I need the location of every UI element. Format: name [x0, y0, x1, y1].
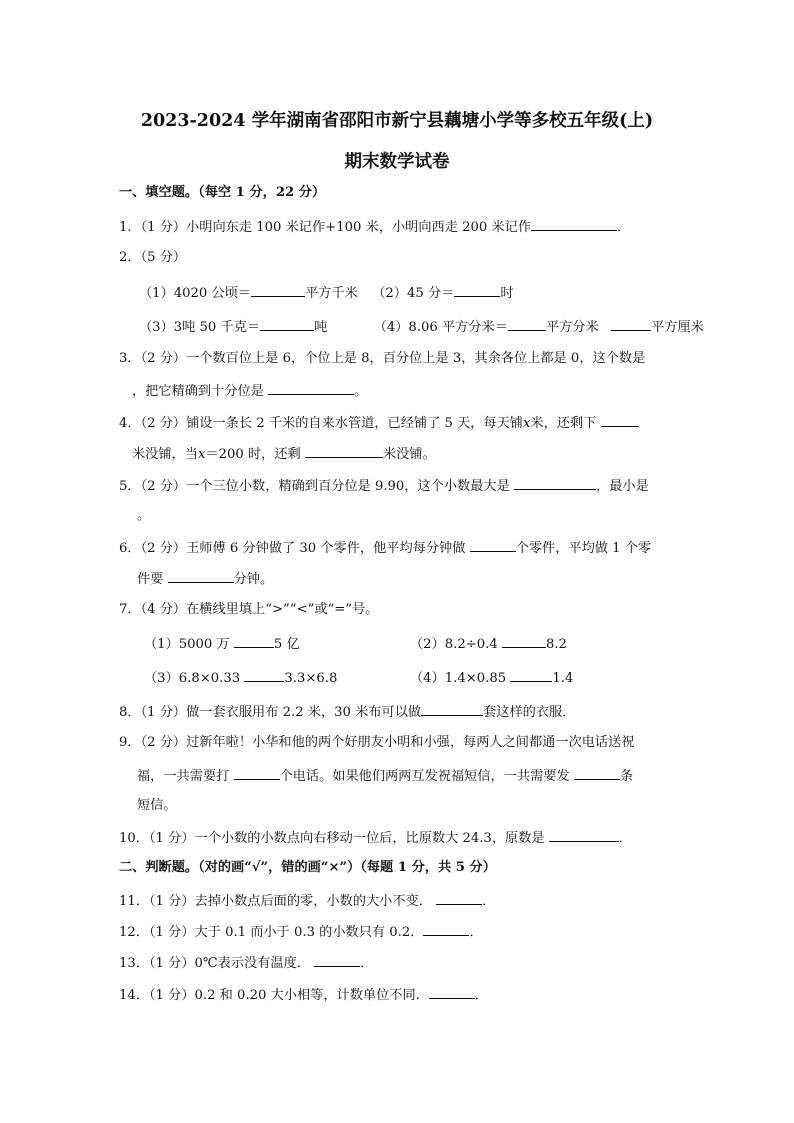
- question-12-text: 12．（1 分）大于 0.1 而小于 0.3 的小数只有 0.2．: [119, 925, 424, 940]
- q7-part4-left: （4）1.4×0.85: [410, 671, 507, 686]
- section-fill-blank-heading: 一、填空题。（每空 1 分，22 分）: [119, 185, 326, 200]
- question-12-end: ．: [469, 925, 483, 940]
- variable-x: x: [197, 447, 206, 462]
- q7-part2-left: （2）8.2÷0.4: [410, 637, 498, 652]
- answer-blank[interactable]: [436, 891, 482, 905]
- question-4-end: 米没铺。: [382, 447, 436, 462]
- question-8: [119, 702, 575, 722]
- question-5-text: 5．（2 分）一个三位小数，精确到百分位是 9.90，这个小数最大是: [119, 479, 510, 494]
- q2-part3-text: （3）3吨 50 千克＝: [139, 320, 261, 335]
- q7-part1-left: （1）5000 万: [144, 637, 230, 652]
- q2-part2-unit: 时: [500, 286, 514, 301]
- question-8-text: 8．（1 分）做一套衣服用布 2.2 米，30 米布可以做: [119, 705, 422, 720]
- question-2-heading: 2．（5 分）: [119, 250, 187, 265]
- answer-blank[interactable]: [251, 283, 305, 297]
- question-5-line1: [119, 476, 649, 496]
- question-5-line2: 。: [137, 508, 151, 523]
- q7-part3-left: （3）6.8×0.33: [144, 671, 241, 686]
- q2-part3-unit: 吨: [314, 320, 328, 335]
- answer-blank[interactable]: [244, 668, 284, 682]
- question-3-line1: 3．（2 分）一个数百位上是 6，个位上是 8，百分位上是 3，其余各位上都是 0，这个数是: [119, 351, 646, 366]
- question-1-end: ．: [617, 220, 631, 235]
- question-3-line2: [132, 381, 367, 401]
- question-6-text3: 件要: [137, 572, 164, 587]
- question-1-text: 1．（1 分）小明向东走 100 米记作+100 米，小明向西走 200 米记作: [119, 220, 532, 235]
- question-3-text: ，把它精确到十分位是: [132, 384, 264, 399]
- question-13: [119, 953, 373, 973]
- q2-part1-text: （1）4020 公顷＝: [139, 286, 252, 301]
- question-13-end: ．: [360, 956, 374, 971]
- question-7-heading: 7．（4 分）在横线里填上“>”“<”或“=”号。: [119, 602, 379, 617]
- answer-blank[interactable]: [421, 702, 483, 716]
- q2-part4-unit2: 平方厘米: [651, 320, 704, 335]
- answer-blank[interactable]: [268, 381, 354, 395]
- answer-blank[interactable]: [168, 569, 234, 583]
- question-4-text3: 米没铺，当: [132, 447, 198, 462]
- q7-part4-right: 1.4: [552, 671, 574, 686]
- section-true-false-heading: 二、判断题。（对的画“√”，错的画“×”）（每题 1 分，共 5 分）: [119, 860, 496, 875]
- question-10: [119, 828, 632, 848]
- answer-blank[interactable]: [314, 953, 360, 967]
- q2-part1-unit: 平方千米: [305, 286, 358, 301]
- question-4-text2: 米，还剩下: [530, 416, 597, 431]
- variable-x: x: [522, 416, 531, 431]
- answer-blank[interactable]: [470, 538, 516, 552]
- exam-title-line1: 2023-2024 学年湖南省邵阳市新宁县藕塘小学等多校五年级(上): [140, 111, 654, 131]
- answer-blank[interactable]: [305, 444, 383, 458]
- answer-blank[interactable]: [508, 317, 546, 331]
- answer-blank[interactable]: [234, 634, 274, 648]
- question-6-line2: [137, 569, 273, 589]
- exam-title-line2: 期末数学试卷: [344, 152, 450, 172]
- question-12: [119, 922, 483, 942]
- question-6-text: 6．（2 分）王师傅 6 分钟做了 30 个零件，他平均每分钟做: [119, 541, 466, 556]
- question-13-text: 13．（1 分）0℃表示没有温度．: [119, 956, 310, 971]
- answer-blank[interactable]: [423, 922, 469, 936]
- q2-part2-text: （2）45 分＝: [372, 286, 455, 301]
- question-14-end: ．: [474, 988, 489, 1003]
- question-9-line1: 9．（2 分）过新年啦！小华和他的两个好朋友小明和小强，每两人之间都通一次电话送祝: [119, 735, 635, 750]
- question-2-row2: [139, 317, 704, 337]
- answer-blank[interactable]: [234, 766, 280, 780]
- answer-blank[interactable]: [502, 634, 546, 648]
- answer-blank[interactable]: [510, 668, 552, 682]
- question-9-line2: [137, 766, 633, 786]
- answer-blank[interactable]: [531, 217, 617, 231]
- question-6-end: 分钟。: [233, 572, 274, 587]
- question-2-row1: [139, 283, 514, 303]
- answer-blank[interactable]: [429, 985, 475, 999]
- question-7-part4: [410, 668, 573, 688]
- answer-blank[interactable]: [574, 766, 620, 780]
- q7-part2-right: 8.2: [545, 637, 567, 652]
- question-4-text: 4．（2 分）铺设一条长 2 千米的自来水管道，已经铺了 5 天，每天铺: [119, 416, 523, 431]
- question-10-end: ．: [618, 831, 632, 846]
- question-9-text3: 条: [619, 769, 634, 784]
- answer-blank[interactable]: [549, 828, 619, 842]
- question-8-end: 套这样的衣服．: [483, 705, 576, 720]
- answer-blank[interactable]: [601, 413, 639, 427]
- answer-blank[interactable]: [454, 283, 500, 297]
- question-1: [119, 217, 630, 237]
- q2-part4-unit1: 平方分米: [545, 320, 599, 335]
- answer-blank[interactable]: [260, 317, 314, 331]
- question-4-text4: ＝200 时，还剩: [205, 447, 301, 462]
- question-4-line2: [132, 444, 436, 464]
- q2-part4-text: （4）8.06 平方分米＝: [373, 320, 508, 335]
- question-7-part2: [410, 634, 567, 654]
- question-11-text: 11．（1 分）去掉小数点后面的零，小数的大小不变．: [119, 894, 432, 909]
- answer-blank[interactable]: [611, 317, 651, 331]
- question-7-part1: [144, 634, 300, 654]
- question-6-line1: [119, 538, 651, 558]
- question-9-text2: 个电话。如果他们两两互发祝福短信，一共需要发: [279, 769, 570, 784]
- q7-part1-right: 5 亿: [273, 637, 300, 652]
- question-7-part3: [144, 668, 337, 688]
- answer-blank[interactable]: [514, 476, 596, 490]
- question-11: [119, 891, 495, 911]
- question-5-text2: ，最小是: [596, 479, 649, 494]
- question-14: [119, 985, 488, 1005]
- q7-part3-right: 3.3×6.8: [284, 671, 338, 686]
- question-14-text: 14．（1 分）0.2 和 0.20 大小相等，计数单位不同．: [119, 988, 429, 1003]
- question-6-text2: 个零件，平均做 1 个零: [515, 541, 652, 556]
- question-9-text: 福，一共需要打: [137, 769, 230, 784]
- question-10-text: 10．（1 分）一个小数的小数点向右移动一位后，比原数大 24.3，原数是: [119, 831, 545, 846]
- question-4-line1: [119, 413, 639, 433]
- question-3-end: 。: [354, 384, 368, 399]
- question-9-line3: 短信。: [137, 798, 177, 813]
- question-11-end: ．: [482, 894, 496, 909]
